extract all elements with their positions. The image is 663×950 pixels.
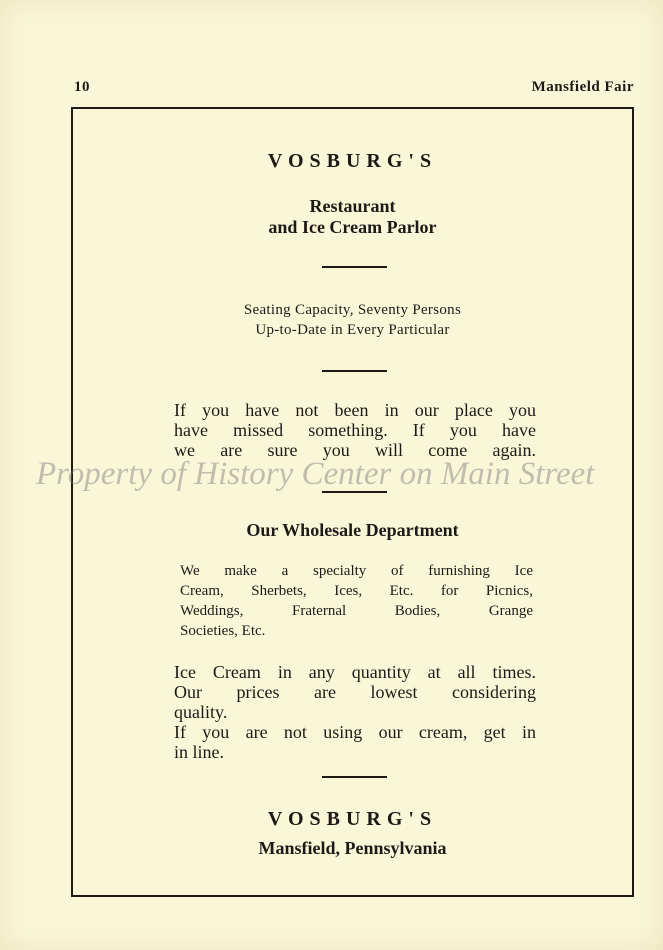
intro-line-1: If you have not been in our place you <box>174 400 536 420</box>
closing-paragraph <box>174 662 536 762</box>
brand-name-bottom: VOSBURG'S <box>267 808 438 830</box>
business-subtitle <box>71 196 634 238</box>
wholesale-heading: Our Wholesale Department <box>246 520 459 540</box>
features-line-1: Seating Capacity, Seventy Persons <box>243 302 462 318</box>
intro-line-2: have missed something. If you have <box>174 420 536 440</box>
page-number: 10 <box>74 79 90 95</box>
watermark-text: Property of History Center on Main Street <box>36 456 595 492</box>
closing-line-5: in line. <box>174 742 224 762</box>
closing-line-2: Our prices are lowest considering <box>174 682 536 702</box>
wholesale-line-1: We make a specialty of furnishing Ice <box>180 563 533 579</box>
wholesale-paragraph <box>180 561 533 641</box>
divider-rule-2 <box>322 370 387 372</box>
brand-name-top: VOSBURG'S <box>267 150 438 172</box>
wholesale-line-2: Cream, Sherbets, Ices, Etc. for Picnics, <box>180 583 533 599</box>
wholesale-line-4: Societies, Etc. <box>180 623 266 639</box>
closing-line-1: Ice Cream in any quantity at all times. <box>174 662 536 682</box>
divider-rule-4 <box>322 776 387 778</box>
features-line-2: Up-to-Date in Every Particular <box>255 322 450 338</box>
divider-rule-1 <box>322 266 387 268</box>
intro-line-3: we are sure you will come again. <box>174 440 536 460</box>
features-text <box>71 300 634 340</box>
closing-line-4: If you are not using our cream, get in <box>174 722 536 742</box>
closing-line-3: quality. <box>174 702 228 722</box>
wholesale-line-3: Weddings, Fraternal Bodies, Grange <box>180 603 533 619</box>
subtitle-line-1: Restaurant <box>309 196 396 216</box>
intro-paragraph <box>174 400 536 460</box>
business-location: Mansfield, Pennsylvania <box>258 838 447 858</box>
divider-rule-3 <box>322 491 387 493</box>
running-title: Mansfield Fair <box>531 79 634 95</box>
subtitle-line-2: and Ice Cream Parlor <box>268 217 437 237</box>
